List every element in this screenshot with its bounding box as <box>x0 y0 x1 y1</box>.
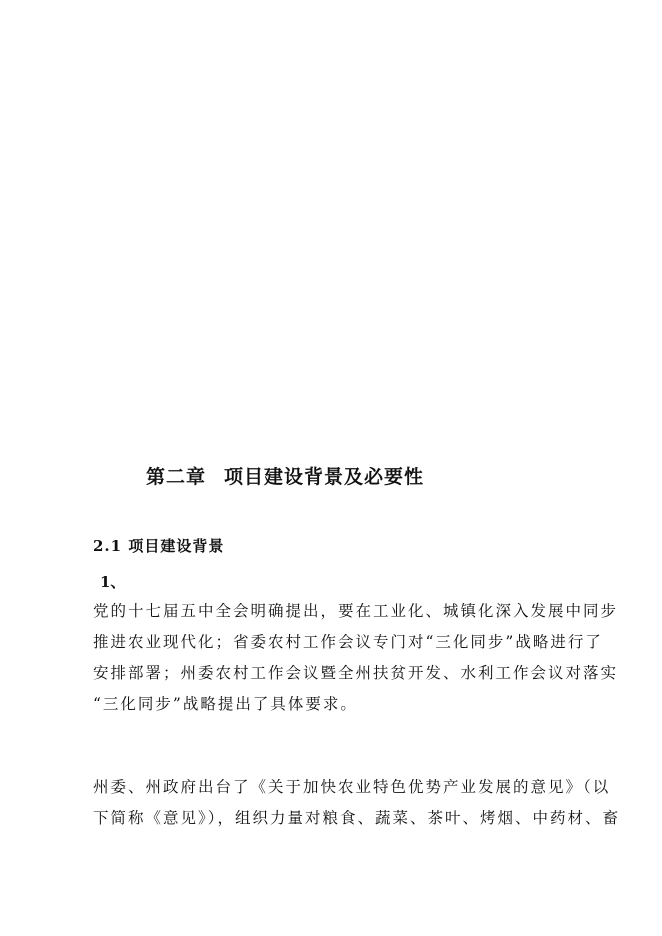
paragraph-line: “三化同步”战略提出了具体要求。 <box>93 695 358 713</box>
paragraph-1 <box>93 596 619 720</box>
chapter-name: 项目建设背景及必要性 <box>224 466 425 488</box>
section-heading: 2.1 项目建设背景 <box>93 537 225 555</box>
paragraph-2 <box>93 772 621 834</box>
paragraph-line: 下简称《意见》），组织力量对粮食、蔬菜、茶叶、烤烟、中药材、畜 <box>93 809 621 827</box>
paragraph-line: 安排部署；州委农村工作会议暨全州扶贫开发、水利工作会议对落实 <box>93 664 619 682</box>
chapter-title <box>146 462 424 489</box>
paragraph-line: 州委、州政府出台了《关于加快农业特色优势产业发展的意见》（以 <box>93 778 611 796</box>
chapter-number: 第二章 <box>146 466 207 488</box>
paragraph-line: 党的十七届五中全会明确提出，要在工业化、城镇化深入发展中同步 <box>93 602 619 620</box>
paragraph-line: 推进农业现代化；省委农村工作会议专门对“三化同步”战略进行了 <box>93 633 603 651</box>
item-number: 1、 <box>100 573 126 591</box>
